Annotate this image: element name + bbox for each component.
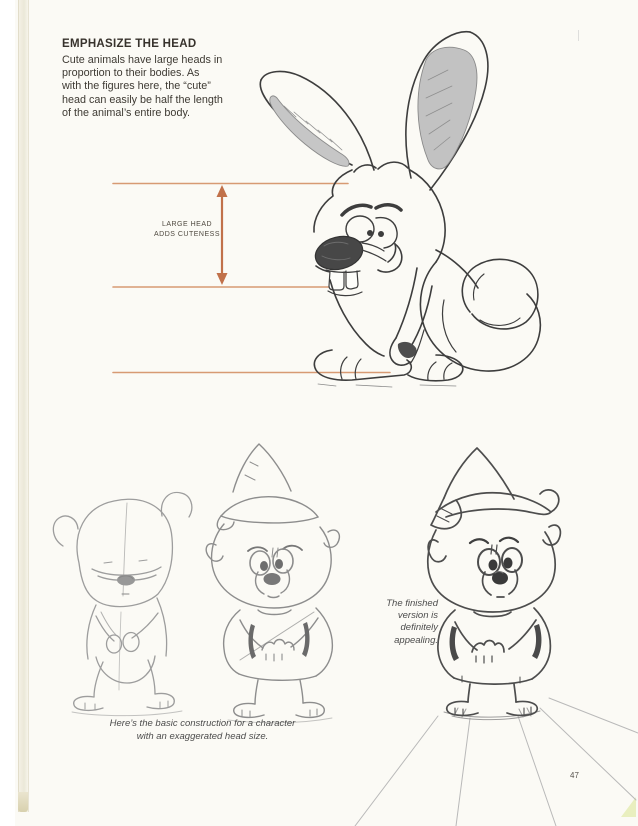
finished-head bbox=[428, 525, 561, 612]
measure-label bbox=[141, 220, 233, 239]
rabbit-teeth bbox=[329, 271, 358, 290]
finished-caption-line: The finished bbox=[386, 598, 438, 609]
rabbit-feet bbox=[314, 350, 462, 387]
body-line: of the animal’s entire body. bbox=[62, 106, 191, 119]
rabbit-left-brow bbox=[342, 205, 371, 215]
refined-foot bbox=[234, 703, 264, 717]
rabbit-right-ear bbox=[406, 32, 488, 190]
finished-hat bbox=[431, 448, 559, 529]
finished-body bbox=[438, 608, 550, 715]
finished-ground-shadow bbox=[444, 708, 540, 720]
construction-caption bbox=[85, 718, 320, 743]
body-line: Cute animals have large heads in bbox=[62, 54, 223, 66]
refined-sketch bbox=[205, 438, 365, 723]
rabbit-head bbox=[312, 162, 445, 296]
finished-nose bbox=[492, 572, 508, 585]
basic-hand bbox=[123, 633, 139, 652]
finished-foot bbox=[507, 701, 537, 715]
refined-hat bbox=[217, 444, 318, 530]
basic-right-ear bbox=[161, 492, 191, 517]
rabbit-left-ear bbox=[260, 71, 374, 170]
finished-caption-line: version is bbox=[397, 610, 438, 622]
rabbit-body bbox=[330, 250, 540, 371]
basic-foot bbox=[147, 693, 174, 708]
page-number: 47 bbox=[570, 771, 579, 780]
finished-caption bbox=[358, 598, 438, 647]
page-title: EMPHASIZE THE HEAD bbox=[62, 38, 197, 50]
body-line: proportion to their bodies. As bbox=[62, 67, 200, 80]
measure-label-line: ADDS CUTENESS bbox=[153, 230, 220, 238]
refined-head bbox=[206, 524, 339, 608]
finished-caption-line: definitely bbox=[400, 622, 438, 634]
basic-foot bbox=[74, 696, 103, 710]
refined-body bbox=[224, 608, 333, 723]
body-line: head can easily be half the length bbox=[62, 93, 223, 106]
construction-caption-line: with an exaggerated head size. bbox=[136, 730, 269, 742]
refined-nose bbox=[264, 573, 281, 585]
finished-foot bbox=[447, 701, 478, 715]
construction-caption-line: Here’s the basic construction for a character bbox=[109, 718, 296, 729]
finished-character-sketch bbox=[420, 440, 638, 826]
basic-hand bbox=[107, 635, 122, 653]
measure-label-line: LARGE HEAD bbox=[161, 221, 213, 228]
finished-caption-line: appealing. bbox=[394, 634, 438, 646]
body-line: with the figures here, the “cute” bbox=[62, 80, 211, 93]
basic-construction-sketch bbox=[50, 485, 215, 720]
rabbit-sketch bbox=[225, 28, 570, 393]
rabbit-right-brow bbox=[376, 205, 401, 210]
basic-left-ear bbox=[53, 516, 78, 546]
